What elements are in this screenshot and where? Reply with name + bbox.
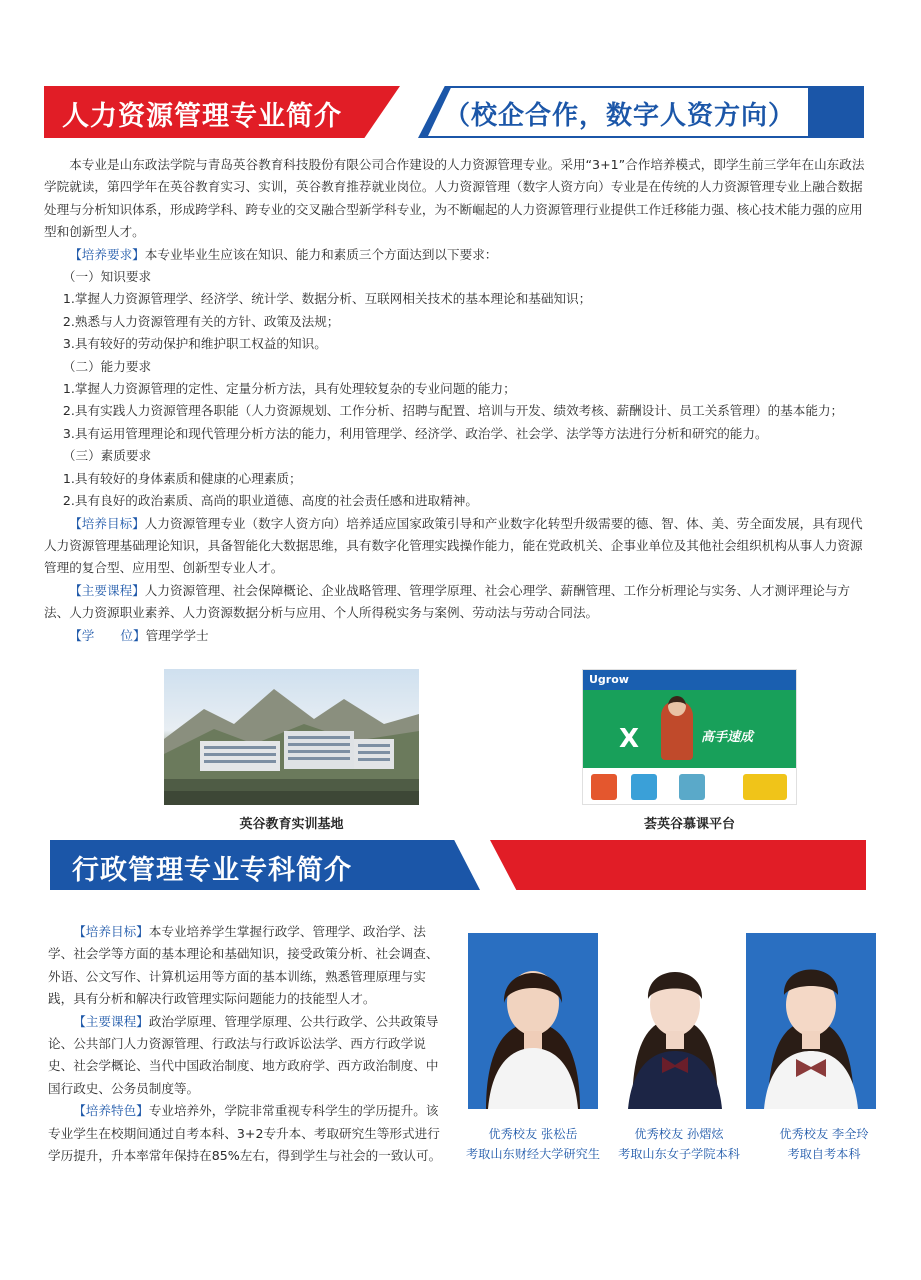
alumni-achievement: 考取山东财经大学研究生 <box>465 1147 601 1161</box>
quality-item: 1.具有较好的身体素质和健康的心理素质； <box>62 470 302 486</box>
feature-text: 专业培养外，学院非常重视专科学生的学历提升。该专业学生在校期间通过自考本科、3+2专升本、考取研究生等形式进行学历提升，升本率常年保持在85%左右，得到学生与社会的一致认可。 <box>48 1103 442 1164</box>
excel-icon: X <box>619 724 640 754</box>
screenshot-logo: Ugrow <box>589 673 629 686</box>
ability-item: 2.具有实践人力资源管理各职能（人力资源规划、工作分析、招聘与配置、培训与开发、绩效考核、薪酬设计、员工关系管理）的基本能力； <box>62 403 844 419</box>
feature-tag: 【培养特色】 <box>73 1103 149 1119</box>
screenshot-slogan: 高手速成 <box>701 730 754 745</box>
courses-paragraph <box>44 580 866 625</box>
goal-tag: 【培养目标】 <box>69 515 145 531</box>
training-base-photo <box>164 669 419 805</box>
ability-item: 3.具有运用管理理论和现代管理分析方法的能力，利用管理学、经济学、政治学、社会学、法学等方法进行分析和研究的能力。 <box>62 425 768 441</box>
mooc-platform-caption: 荟英谷慕课平台 <box>643 817 735 832</box>
goal-text: 本专业培养学生掌握行政学、管理学、政治学、法学、社会学等方面的基本理论和基础知识，接受政策分析、社会调查、外语、公文写作、计算机运用等方面的基本训练，熟悉管理原理与实践，具有分析和解决行政管理实际问题能力的技能型人才。 <box>48 924 439 1007</box>
goal-text: 人力资源管理专业（数字人资方向）培养适应国家政策引导和产业数字化转型升级需要的德、智、体、美、劳全面发展，具有现代人力资源管理基础理论知识，具备智能化大数据思维，具有数字化管理实践操作能力，能在党政机关、企事业单位及其他社会组织机构从事人力资源管理的复合型、应用型、创新型专业人才。 <box>44 515 863 576</box>
course-card-icon <box>743 774 787 800</box>
knowledge-item: 3.具有较好的劳动保护和维护职工权益的知识。 <box>62 336 327 352</box>
ability-item: 1.掌握人力资源管理的定性、定量分析方法，具有处理较复杂的专业问题的能力； <box>62 381 516 397</box>
section1-title: 人力资源管理专业简介 <box>62 101 342 132</box>
alumni-achievement: 考取山东女子学院本科 <box>618 1147 740 1161</box>
training-base-caption: 英谷教育实训基地 <box>239 817 344 832</box>
alumni-name: 优秀校友 李全玲 <box>779 1127 869 1141</box>
storm-icon <box>631 774 657 800</box>
knowledge-heading: （一）知识要求 <box>62 269 152 285</box>
alumni-photo <box>610 933 740 1109</box>
quality-heading: （三）素质要求 <box>62 448 152 464</box>
degree-line <box>44 625 866 647</box>
courses-text: 政治学原理、管理学原理、公共行政学、公共政策导论、公共部门人力资源管理、行政法与行政诉讼法学、西方行政学说史、社会学概论、当代中国政治制度、地方政府学、西方政治制度、中国行政史、公务员制度等。 <box>48 1013 439 1096</box>
section2-banner <box>50 840 866 890</box>
alumni-name: 优秀校友 孙熠炫 <box>634 1127 724 1141</box>
goal-tag: 【培养目标】 <box>73 924 149 939</box>
alumni-achievement: 考取自考本科 <box>787 1147 861 1161</box>
network-icon <box>679 774 705 800</box>
requirements-line <box>44 244 866 266</box>
alumni-photo <box>746 933 876 1109</box>
degree-tag-b: 位】 <box>120 627 146 643</box>
section1-subtitle: （校企合作，数字人资方向） <box>444 101 796 131</box>
degree-tag-a: 【学 <box>69 627 95 643</box>
intro-paragraph: 本专业是山东政法学院与青岛英谷教育科技股份有限公司合作建设的人力资源管理专业。采用“3+1”合作培养模式，即学生前三学年在山东政法学院就读，第四学年在英谷教育实习、实训，英谷教育推荐就业岗位。人力资源管理（数字人资方向）专业是在传统的人力资源管理专业上融合数据处理与分析知识体系，形成跨学科、跨专业的交叉融合型新学科专业，为不断崛起的人力资源管理行业提供工作迁移能力强、核心技术能力强的应用型和创新型人才。 <box>44 157 865 240</box>
section1-banner <box>44 86 864 138</box>
section2-body <box>48 921 450 1167</box>
screenshot-person-head <box>668 696 686 716</box>
requirements-text: 本专业毕业生应该在知识、能力和素质三个方面达到以下要求： <box>144 246 498 262</box>
section2-title: 行政管理专业专科简介 <box>72 855 352 886</box>
alumni-caption <box>608 1124 750 1164</box>
goal-paragraph <box>44 513 866 580</box>
html5-icon <box>591 774 617 800</box>
banner-red-block <box>490 840 866 890</box>
courses-paragraph <box>48 1011 450 1101</box>
requirements-tag: 【培养要求】 <box>69 246 145 262</box>
alumni-name: 优秀校友 张松岳 <box>488 1127 578 1141</box>
knowledge-item: 1.掌握人力资源管理学、经济学、统计学、数据分析、互联网相关技术的基本理论和基础知识； <box>62 291 592 307</box>
section1-body <box>44 154 866 647</box>
alumni-photo <box>468 933 598 1109</box>
knowledge-item: 2.熟悉与人力资源管理有关的方针、政策及法规； <box>62 313 340 329</box>
degree-text: 管理学学士 <box>145 627 209 643</box>
quality-item: 2.具有良好的政治素质、高尚的职业道德、高度的社会责任感和进取精神。 <box>62 493 478 509</box>
courses-tag: 【主要课程】 <box>73 1013 149 1029</box>
ability-heading: （二）能力要求 <box>62 358 152 374</box>
goal-paragraph <box>48 921 450 1011</box>
courses-text: 人力资源管理、社会保障概论、企业战略管理、管理学原理、社会心理学、薪酬管理、工作分析理论与实务、人才测评理论与方法、人力资源职业素养、人力资源数据分析与应用、个人所得税实务与案例、劳动法与劳动合同法。 <box>44 582 850 621</box>
feature-paragraph <box>48 1100 450 1167</box>
mooc-platform-screenshot <box>582 669 797 805</box>
alumni-caption <box>756 1124 892 1164</box>
courses-tag: 【主要课程】 <box>69 582 145 598</box>
alumni-caption <box>458 1124 608 1164</box>
